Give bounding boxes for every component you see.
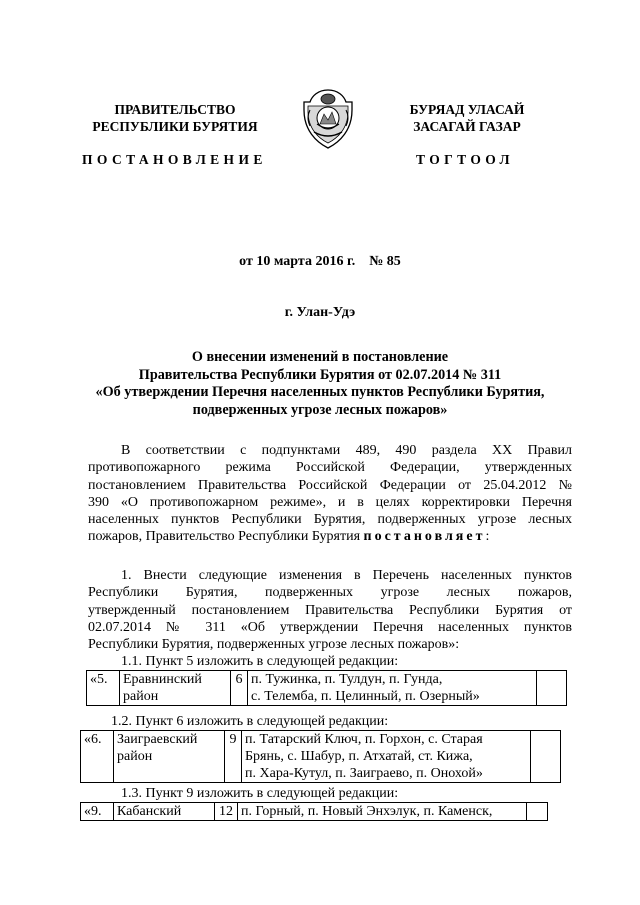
- preamble-line: постановлением Правительства Российской Федерации от 25.04.2012 №: [88, 477, 572, 493]
- district-name: [120, 671, 231, 706]
- subject-line: «Об утверждении Перечня населенных пунктов Республики Бурятия,: [95, 384, 545, 400]
- settlement-list: [248, 671, 537, 706]
- district-name: [114, 803, 215, 821]
- header-left-line: РЕСПУБЛИКИ БУРЯТИЯ: [92, 119, 258, 134]
- preamble-line: населенных пунктов Республики Бурятия, подверженных угрозе лесных: [88, 512, 572, 528]
- subitem-1-3-label: 1.3. Пункт 9 изложить в следующей редакции:: [121, 786, 399, 801]
- empty-cell: [531, 731, 561, 783]
- row-number: «9.: [81, 803, 114, 821]
- decree-city: г. Улан-Удэ: [284, 305, 356, 320]
- empty-cell: [527, 803, 548, 821]
- header-left-title: ПОСТАНОВЛЕНИЕ: [82, 152, 267, 167]
- decree-date: от 10 марта 2016 г.: [239, 254, 356, 269]
- header-right-organization: [392, 101, 542, 135]
- settlement-count: 6: [231, 671, 248, 706]
- preamble-last-line: [88, 528, 572, 545]
- settlement-line: Брянь, с. Шабур, п. Атхатай, ст. Кижа,: [245, 749, 473, 764]
- district-name: [114, 731, 225, 783]
- preamble-line: В соответствии с подпунктами 489, 490 раздела XX Правил: [121, 443, 572, 458]
- header-right-line: ЗАСАГАЙ ГАЗАР: [413, 119, 521, 134]
- subitem-1-1-label: 1.1. Пункт 5 изложить в следующей редакции:: [121, 654, 399, 669]
- district-line: Заиграевский: [117, 732, 198, 747]
- item-1-line: 1. Внести следующие изменения в Перечень населенных пунктов: [121, 568, 572, 583]
- settlement-line: п. Татарский Ключ, п. Горхон, с. Старая: [245, 732, 483, 747]
- district-line: Еравнинский: [123, 672, 202, 687]
- decree-subject: [72, 349, 568, 419]
- table-row: [87, 671, 567, 706]
- item-1-line: Республики Бурятия, подверженных угрозе лесных пожаров»:: [88, 637, 460, 653]
- header-left-organization: [80, 101, 270, 135]
- subject-line: Правительства Республики Бурятия от 02.07.2014 № 311: [138, 366, 502, 383]
- subject-line: О внесении изменений в постановление: [191, 349, 449, 365]
- settlement-line: с. Телемба, п. Целинный, п. Озерный»: [251, 689, 480, 704]
- decree-word: постановляет: [363, 529, 486, 545]
- settlement-count: 12: [215, 803, 238, 821]
- district-line: район: [123, 689, 159, 704]
- subject-line: подверженных угрозе лесных пожаров»: [192, 401, 448, 418]
- settlement-line: п. Горный, п. Новый Энхэлук, п. Каменск,: [241, 804, 493, 819]
- row-number: «6.: [81, 731, 114, 783]
- settlement-count: 9: [225, 731, 242, 783]
- district-line: Кабанский: [117, 804, 182, 819]
- settlement-list: [242, 731, 531, 783]
- header-left-line: ПРАВИТЕЛЬСТВО: [114, 102, 236, 117]
- header-right-title: ТОГТООЛ: [416, 152, 514, 167]
- item-1-line: 02.07.2014 № 311 «Об утверждении Перечня населенных пунктов: [88, 619, 572, 635]
- amendment-table-item-9: [80, 802, 548, 821]
- amendment-table-item-6: [80, 730, 561, 783]
- item-1-line: утвержденный постановлением Правительства Республики Бурятия от: [88, 602, 572, 618]
- settlement-line: п. Хара-Кутул, п. Заиграево, п. Онохой»: [245, 766, 483, 781]
- header-right-line: БУРЯАД УЛАСАЙ: [409, 102, 525, 117]
- preamble-line: противопожарного режима Российской Федерации, утвержденных: [88, 460, 572, 476]
- preamble-colon: :: [485, 529, 490, 545]
- empty-cell: [537, 671, 567, 706]
- district-line: район: [117, 749, 153, 764]
- decree-number: № 85: [369, 254, 401, 269]
- amendment-table-item-5: [86, 670, 567, 706]
- settlement-list: [238, 803, 527, 821]
- settlement-line: п. Тужинка, п. Тулдун, п. Гунда,: [251, 672, 443, 687]
- item-1-paragraph: [88, 567, 572, 653]
- preamble-line: 390 «О противопожарном режиме», и в целях корректировки Перечня: [88, 494, 572, 510]
- table-row: [81, 803, 548, 821]
- preamble-paragraph: [88, 442, 572, 546]
- decree-dateline: [0, 254, 640, 270]
- preamble-line-text: пожаров, Правительство Республики Бурятия: [88, 529, 364, 545]
- table-row: [81, 731, 561, 783]
- row-number: «5.: [87, 671, 120, 706]
- republic-of-buryatia-emblem-icon: [300, 88, 356, 150]
- item-1-line: Республики Бурятия, подверженных угрозе лесных пожаров,: [88, 585, 572, 601]
- subitem-1-2-label: 1.2. Пункт 6 изложить в следующей редакции:: [111, 714, 389, 729]
